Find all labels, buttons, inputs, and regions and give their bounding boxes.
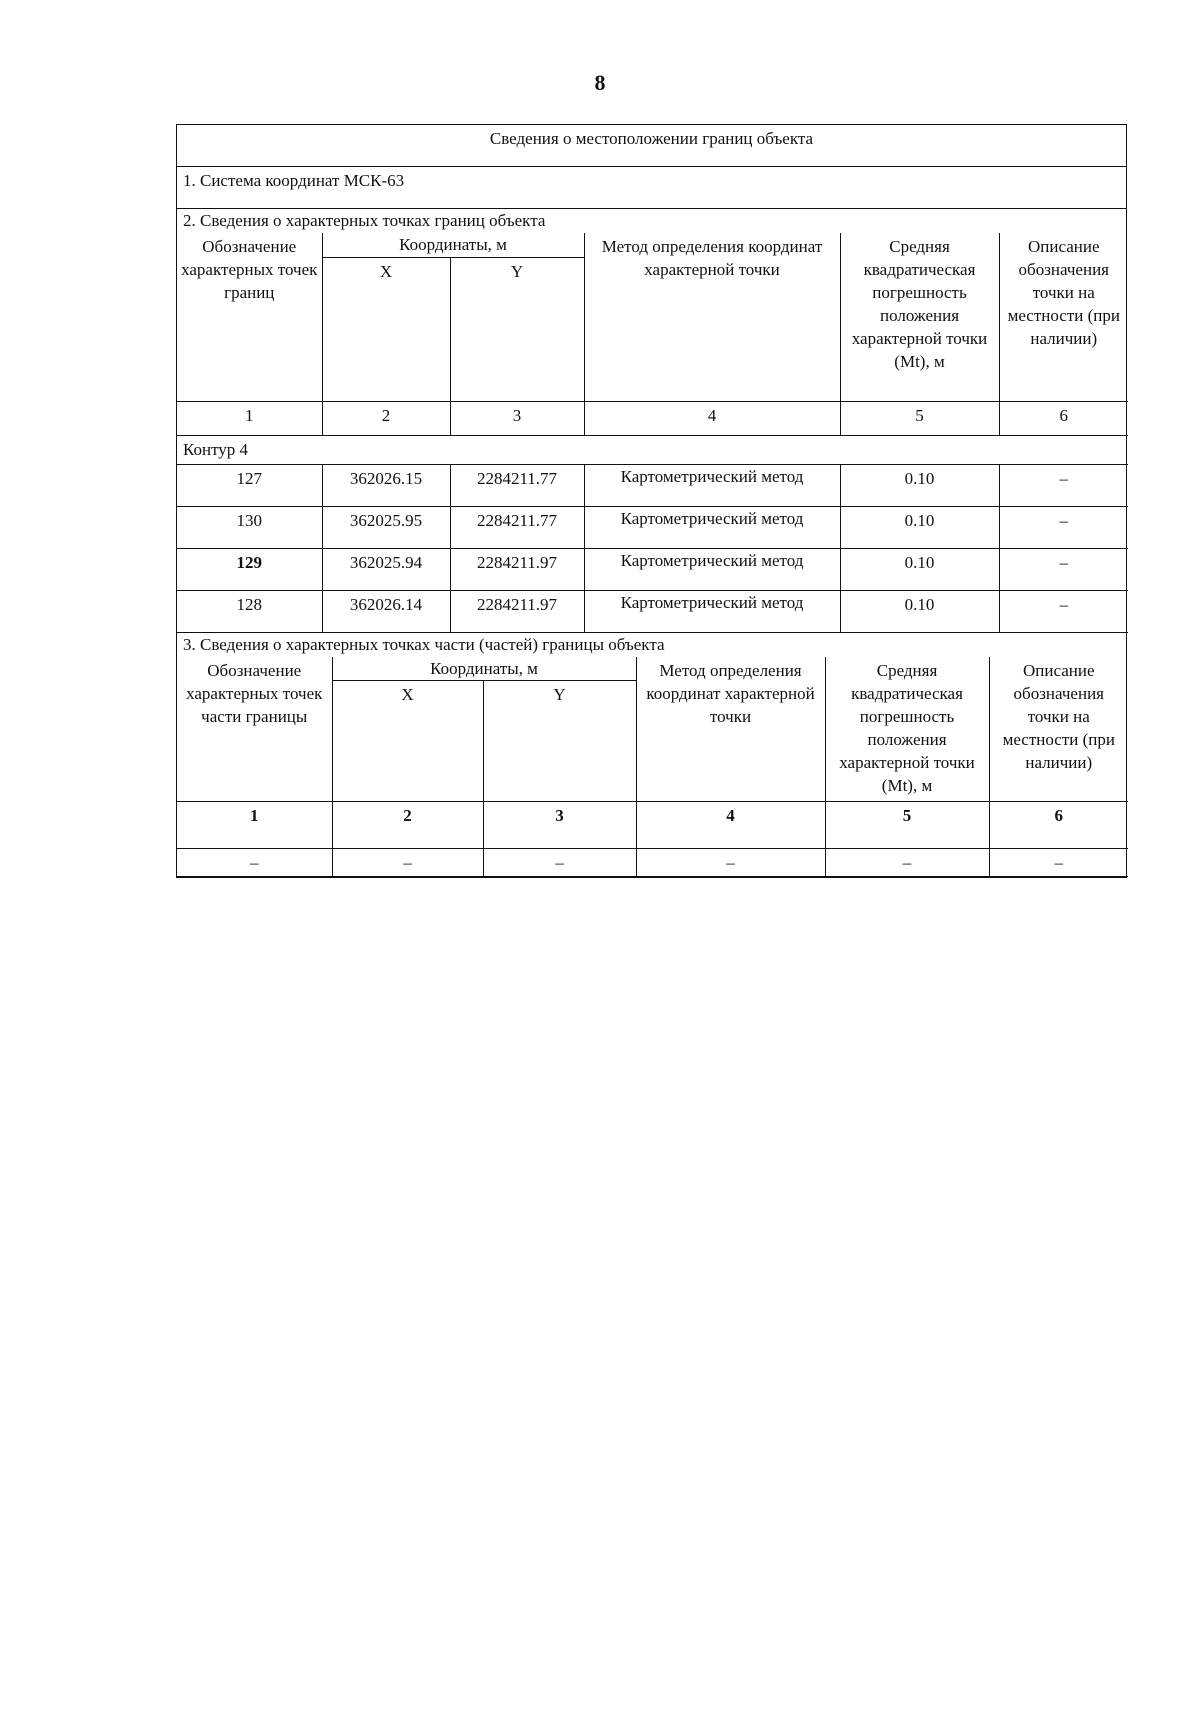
table-row <box>177 464 1128 506</box>
point-y: 2284211.77 <box>450 506 584 548</box>
contour-label: Контур 4 <box>177 435 1128 464</box>
point-x: 362025.94 <box>322 548 450 590</box>
point-id: 129 <box>177 548 322 590</box>
point-method: Картометрический метод <box>584 464 840 506</box>
boundary-info-table <box>176 124 1127 878</box>
point-y: 2284211.77 <box>450 464 584 506</box>
col-number-2: 2 <box>332 802 483 849</box>
header-method: Метод определения координат характерной точки <box>584 233 840 401</box>
header-coordinates: Координаты, м <box>332 657 636 681</box>
point-error: 0.10 <box>840 506 999 548</box>
point-method: Картометрический метод <box>584 590 840 632</box>
empty-cell: – <box>989 849 1128 877</box>
col-number-5: 5 <box>825 802 989 849</box>
table-row <box>177 590 1128 632</box>
point-id: 128 <box>177 590 322 632</box>
header-description: Описание обозначения точки на местности (при наличии) <box>999 233 1128 401</box>
section2-heading: 2. Сведения о характерных точках границ объекта <box>183 211 546 230</box>
point-description: – <box>999 548 1128 590</box>
point-y: 2284211.97 <box>450 590 584 632</box>
table-row <box>177 849 1128 877</box>
point-description: – <box>999 464 1128 506</box>
col-number-1: 1 <box>177 401 322 435</box>
header-part-point-designation: Обозначение характерных точек части границы <box>177 657 332 802</box>
col-number-6: 6 <box>999 401 1128 435</box>
point-id: 130 <box>177 506 322 548</box>
header-y: Y <box>450 257 584 401</box>
header-point-designation: Обозначение характерных точек границ <box>177 233 322 401</box>
point-x: 362025.95 <box>322 506 450 548</box>
empty-cell: – <box>825 849 989 877</box>
point-error: 0.10 <box>840 464 999 506</box>
header-mean-error: Средняя квадратическая погрешность положения характерной точки (Mt), м <box>840 233 999 401</box>
point-method: Картометрический метод <box>584 506 840 548</box>
section3-heading: 3. Сведения о характерных точках части (частей) границы объекта <box>183 634 665 654</box>
point-error: 0.10 <box>840 548 999 590</box>
empty-cell: – <box>332 849 483 877</box>
header-x: X <box>332 681 483 802</box>
header-y: Y <box>483 681 636 802</box>
col-number-3: 3 <box>483 802 636 849</box>
empty-cell: – <box>177 849 332 877</box>
coordinate-system-line: 1. Система координат МСК-63 <box>177 167 1126 209</box>
empty-cell: – <box>636 849 825 877</box>
col-number-6: 6 <box>989 802 1128 849</box>
col-number-5: 5 <box>840 401 999 435</box>
table-row <box>177 548 1128 590</box>
col-number-3: 3 <box>450 401 584 435</box>
point-id: 127 <box>177 464 322 506</box>
header-method: Метод определения координат характерной точки <box>636 657 825 802</box>
section2-table <box>177 233 1128 633</box>
point-error: 0.10 <box>840 590 999 632</box>
table-row <box>177 506 1128 548</box>
col-number-4: 4 <box>584 401 840 435</box>
header-description: Описание обозначения точки на местности (при наличии) <box>989 657 1128 802</box>
page-number: 8 <box>594 70 606 95</box>
point-x: 362026.15 <box>322 464 450 506</box>
point-x: 362026.14 <box>322 590 450 632</box>
col-number-1: 1 <box>177 802 332 849</box>
header-mean-error: Средняя квадратическая погрешность положения характерной точки (Mt), м <box>825 657 989 802</box>
header-x: X <box>322 257 450 401</box>
point-method: Картометрический метод <box>584 548 840 590</box>
point-description: – <box>999 506 1128 548</box>
header-coordinates: Координаты, м <box>322 233 584 257</box>
section3-table <box>177 657 1128 878</box>
col-number-2: 2 <box>322 401 450 435</box>
col-number-4: 4 <box>636 802 825 849</box>
point-description: – <box>999 590 1128 632</box>
table-title: Сведения о местоположении границ объекта <box>177 125 1126 167</box>
point-y: 2284211.97 <box>450 548 584 590</box>
empty-cell: – <box>483 849 636 877</box>
